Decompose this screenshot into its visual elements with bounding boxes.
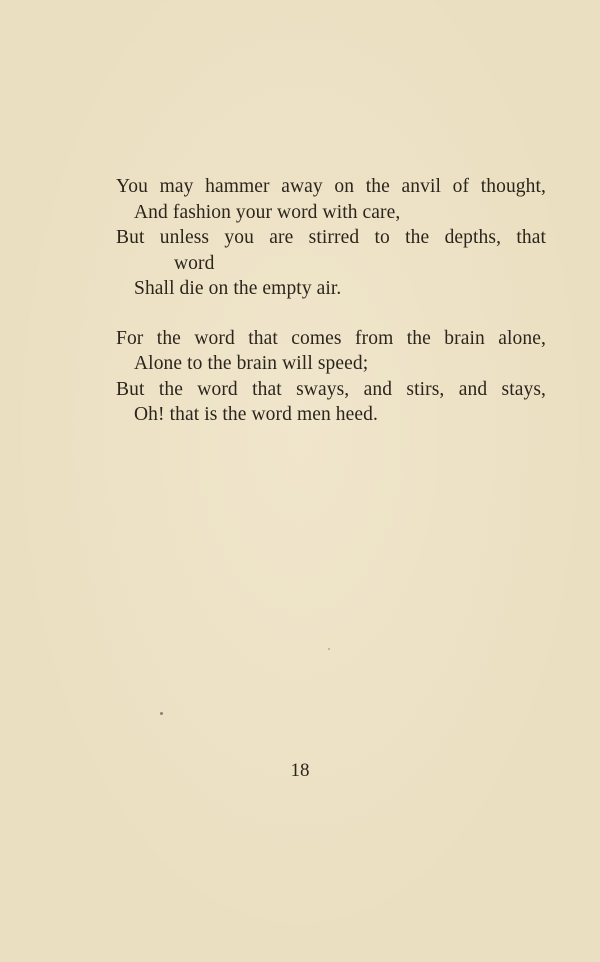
poem-line: But unless you are stirred to the depths, that <box>116 227 546 248</box>
stanza-1 <box>116 174 556 302</box>
paper-speck <box>160 712 163 715</box>
poem <box>116 174 556 428</box>
poem-line: Oh! that is the word men heed. <box>134 404 378 425</box>
poem-line: Shall die on the empty air. <box>134 278 342 299</box>
poem-line: Alone to the brain will speed; <box>134 353 369 374</box>
paper-speck <box>328 648 330 650</box>
page-number: 18 <box>290 760 310 781</box>
poem-line: And fashion your word with care, <box>134 201 401 223</box>
poem-line: word <box>174 252 215 274</box>
poem-line: You may hammer away on the anvil of thought, <box>116 176 546 197</box>
poem-line: For the word that comes from the brain alone, <box>116 327 546 349</box>
poem-line: But the word that sways, and stirs, and stays, <box>116 378 546 400</box>
stanza-2 <box>116 326 556 428</box>
